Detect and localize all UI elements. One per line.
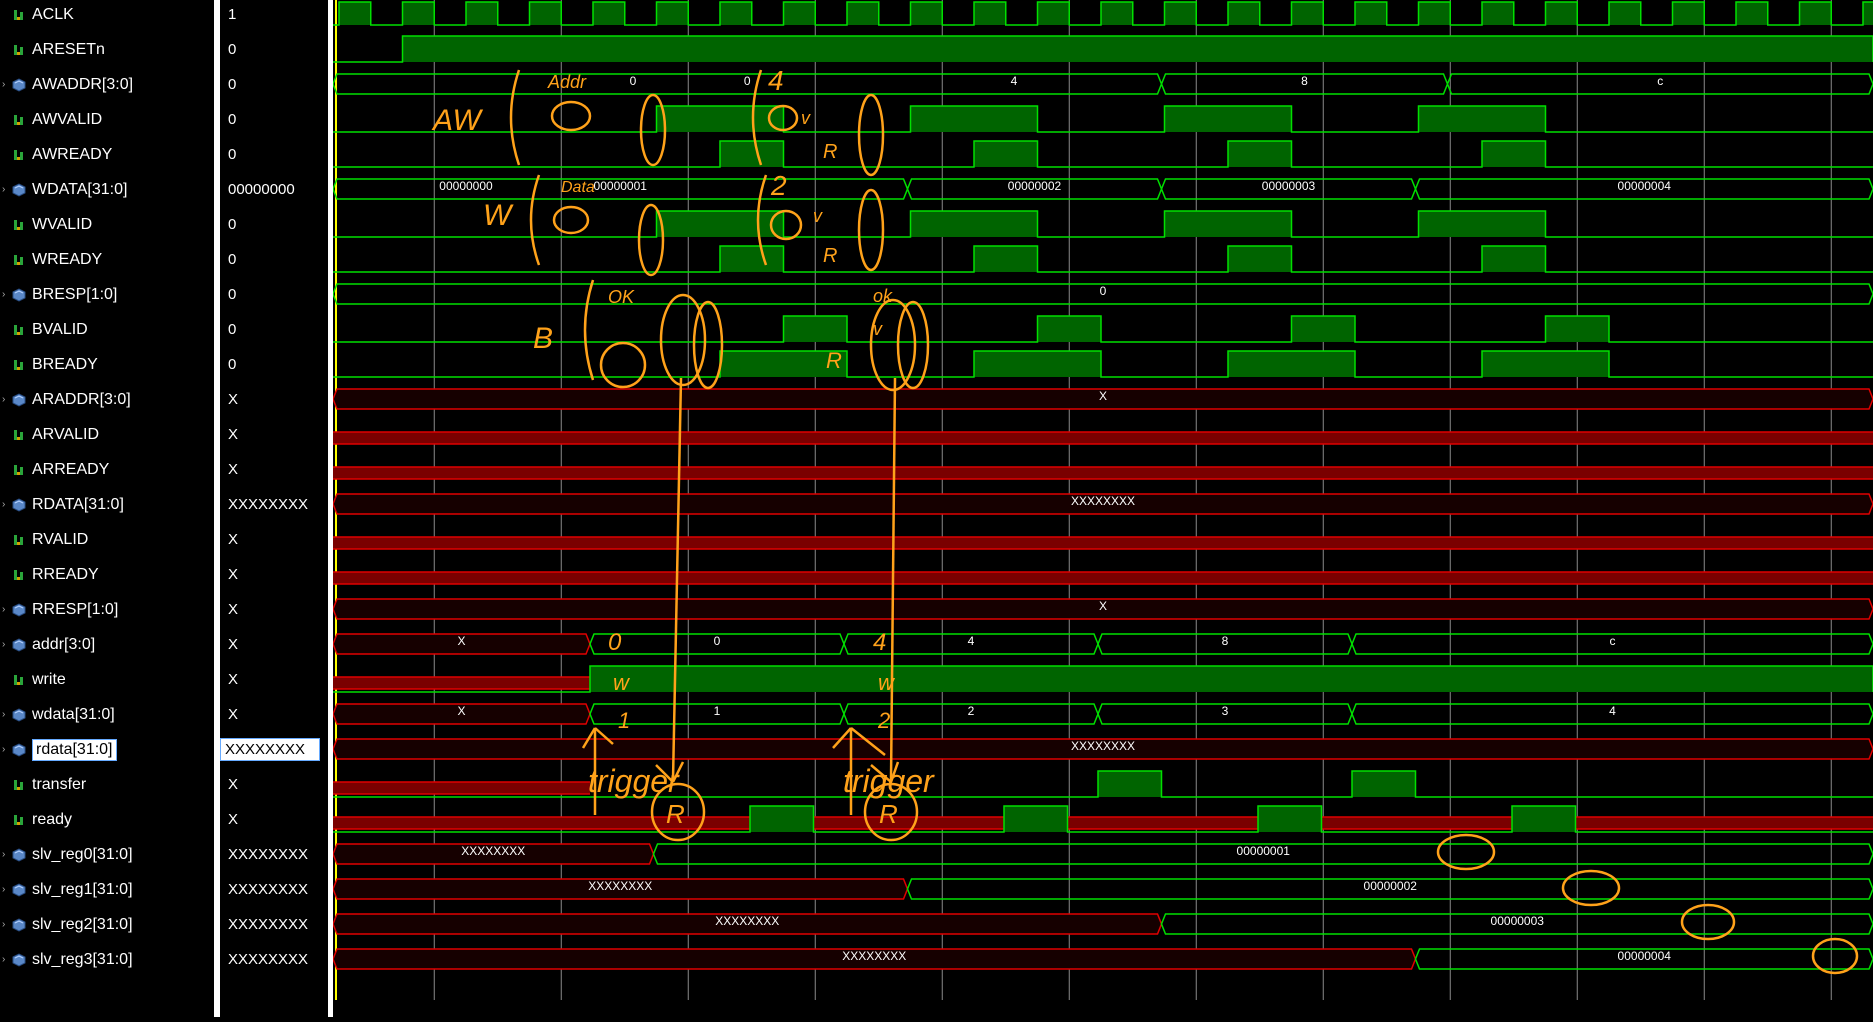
annotation-circle: [639, 205, 663, 275]
aclk-high-fill: [657, 2, 689, 25]
expand-chevron-icon[interactable]: ›: [2, 639, 5, 650]
signal-value-cell: [220, 872, 328, 907]
wdata-local-value-label: 4: [1609, 704, 1616, 718]
signal-value: X: [220, 636, 238, 653]
signal-value-cell: [220, 172, 328, 207]
signal-value: 0: [220, 286, 236, 303]
signal-value: XXXXXXXX: [220, 951, 308, 968]
signal-name: WREADY: [32, 251, 102, 269]
signal-value: X: [220, 391, 238, 408]
bit-signal-icon: [12, 253, 26, 267]
annotation-circle: [859, 95, 883, 175]
signal-value: 0: [220, 216, 236, 233]
annotation-text: R: [826, 348, 842, 373]
bready-high-fill: [1482, 351, 1609, 377]
bit-signal-icon: [12, 358, 26, 372]
signal-value-cell: [220, 137, 328, 172]
expand-chevron-icon[interactable]: ›: [2, 744, 5, 755]
wvalid-high-fill: [657, 211, 784, 237]
awready-high-fill: [1228, 141, 1292, 167]
annotation-text: R: [666, 799, 685, 829]
bit-signal-icon: [12, 323, 26, 337]
bus-signal-icon: [12, 78, 26, 92]
annotation-bracket: [585, 280, 593, 380]
signal-value: XXXXXXXX: [220, 881, 308, 898]
wready-trace: [333, 246, 1873, 272]
signal-value-cell: [220, 522, 328, 557]
signal-row-transfer[interactable]: [0, 767, 214, 802]
annotation-circle: [1563, 871, 1619, 905]
signal-name: slv_reg0[31:0]: [32, 846, 133, 864]
wvalid-high-fill: [1165, 211, 1292, 237]
transfer-high-fill: [1098, 771, 1162, 797]
slv-reg0-value-label: 00000001: [1237, 844, 1291, 858]
araddr-value-label: X: [1099, 389, 1107, 403]
signal-name: WVALID: [32, 216, 92, 234]
annotation-text: R: [823, 141, 837, 163]
annotation-text: 4: [768, 65, 784, 96]
bready-high-fill: [1228, 351, 1355, 377]
ready-high-fill: [1512, 806, 1576, 832]
signal-value-cell: [220, 452, 328, 487]
transfer-x-fill: [333, 782, 590, 794]
wdata-local-value-label: 3: [1222, 704, 1229, 718]
annotation-circle: [859, 190, 883, 270]
signal-value-panel: [220, 0, 328, 1017]
signal-row-rready[interactable]: [0, 557, 214, 592]
annotation-text: v: [813, 206, 823, 226]
slv-reg2-value-label: 00000003: [1491, 914, 1545, 928]
annotation-circle: [898, 302, 928, 388]
aclk-high-fill: [1609, 2, 1641, 25]
signal-name: transfer: [32, 776, 86, 794]
signal-value: XXXXXXXX: [220, 916, 308, 933]
signal-row-slv_reg0[interactable]: [0, 837, 214, 872]
signal-row-arready[interactable]: [0, 452, 214, 487]
awready-high-fill: [1482, 141, 1546, 167]
addr-value-label: 0: [714, 634, 721, 648]
signal-name: BVALID: [32, 321, 88, 339]
expand-chevron-icon[interactable]: ›: [2, 919, 5, 930]
wdata-local-value-label: 2: [968, 704, 975, 718]
signal-row-rdata[interactable]: [0, 487, 214, 522]
bus-signal-icon: [12, 498, 26, 512]
bit-signal-icon: [12, 533, 26, 547]
wdata-value-label: 00000004: [1618, 179, 1672, 193]
signal-value: 0: [220, 76, 236, 93]
awready-high-fill: [720, 141, 784, 167]
slv-reg2-value-label: XXXXXXXX: [715, 914, 779, 928]
bit-signal-icon: [12, 8, 26, 22]
annotation-text: AW: [431, 104, 483, 137]
aclk-high-fill: [720, 2, 752, 25]
ready-high-fill: [1004, 806, 1068, 832]
slv-reg3-value-label: 00000004: [1618, 949, 1672, 963]
signal-value-cell: [220, 417, 328, 452]
wready-high-fill: [720, 246, 784, 272]
bus-signal-icon: [12, 288, 26, 302]
annotation-text: w: [878, 670, 896, 695]
annotation-text: W: [483, 199, 514, 232]
signal-value-cell: [220, 0, 328, 32]
annotation-text: Data: [561, 179, 595, 196]
annotation-bracket: [531, 175, 539, 265]
bready-trace: [333, 351, 1873, 377]
signal-name: wdata[31:0]: [32, 706, 115, 724]
signal-value-cell: [220, 592, 328, 627]
awvalid-high-fill: [911, 106, 1038, 132]
bus-signal-icon: [12, 183, 26, 197]
signal-name: BRESP[1:0]: [32, 286, 117, 304]
bus-signal-icon: [12, 883, 26, 897]
aclk-high-fill: [1546, 2, 1578, 25]
slv-reg0-value-label: XXXXXXXX: [461, 844, 525, 858]
signal-row-rvalid[interactable]: [0, 522, 214, 557]
signal-value-cell: [220, 697, 328, 732]
signal-row-awvalid[interactable]: [0, 102, 214, 137]
signal-name: slv_reg3[31:0]: [32, 951, 133, 969]
wdata-value-label: 00000003: [1262, 179, 1316, 193]
ready-high-fill: [1258, 806, 1322, 832]
signal-name: RDATA[31:0]: [32, 496, 124, 514]
bready-high-fill: [974, 351, 1101, 377]
signal-name: ARESETn: [32, 41, 105, 59]
annotation-text: 2: [770, 170, 787, 201]
addr-value-label: c: [1610, 634, 1616, 648]
signal-row-slv_reg1[interactable]: [0, 872, 214, 907]
wdata-value-label: 00000000: [439, 179, 493, 193]
signal-value: XXXXXXXX: [220, 738, 320, 761]
bit-signal-icon: [12, 463, 26, 477]
bus-signal-icon: [12, 393, 26, 407]
bvalid-high-fill: [1546, 316, 1610, 342]
expand-chevron-icon[interactable]: ›: [2, 954, 5, 965]
aclk-high-fill: [466, 2, 498, 25]
addr-value-label: X: [457, 634, 465, 648]
wready-high-fill: [1228, 246, 1292, 272]
expand-chevron-icon[interactable]: ›: [2, 604, 5, 615]
signal-name: write: [32, 671, 66, 689]
annotation-text: R: [823, 245, 837, 267]
signal-value-cell: [220, 382, 328, 417]
bit-signal-icon: [12, 778, 26, 792]
signal-row-arvalid[interactable]: [0, 417, 214, 452]
slv-reg3-value-label: XXXXXXXX: [842, 949, 906, 963]
write-high-fill: [590, 666, 1873, 692]
signal-value-cell: [220, 802, 328, 837]
bus-signal-icon: [12, 638, 26, 652]
wready-high-fill: [1482, 246, 1546, 272]
aclk-high-fill: [1863, 2, 1873, 25]
signal-name: AWADDR[3:0]: [32, 76, 133, 94]
bit-signal-icon: [12, 218, 26, 232]
waveform-panel[interactable]: [333, 0, 1873, 1017]
annotation-circle: [694, 302, 722, 388]
annotation-text: Addr: [547, 72, 587, 92]
bit-signal-icon: [12, 148, 26, 162]
rresp-value-label: X: [1099, 599, 1107, 613]
signal-name: RRESP[1:0]: [32, 601, 118, 619]
bus-signal-icon: [12, 953, 26, 967]
ready-high-fill: [750, 806, 814, 832]
bit-signal-icon: [12, 43, 26, 57]
rdata-value-label: XXXXXXXX: [1071, 494, 1135, 508]
aclk-high-fill: [1228, 2, 1260, 25]
signal-row-awaddr[interactable]: [0, 67, 214, 102]
signal-name: ACLK: [32, 6, 74, 24]
aclk-high-fill: [1419, 2, 1451, 25]
signal-value: X: [220, 601, 238, 618]
annotation-circle: [601, 343, 645, 387]
wvalid-high-fill: [911, 211, 1038, 237]
aclk-high-fill: [1736, 2, 1768, 25]
slv-reg1-value-label: 00000002: [1364, 879, 1418, 893]
signal-row-wdata[interactable]: [0, 172, 214, 207]
bit-signal-icon: [12, 813, 26, 827]
signal-value: X: [220, 461, 238, 478]
signal-row-rresp[interactable]: [0, 592, 214, 627]
signal-value-cell: [220, 732, 328, 767]
signal-value-cell: [220, 487, 328, 522]
wdata-local-value-label: X: [457, 704, 465, 718]
awaddr-value-label: 4: [1011, 74, 1018, 88]
bvalid-trace: [333, 316, 1873, 342]
signal-value: 0: [220, 356, 236, 373]
arvalid-x-fill: [333, 432, 1873, 444]
aclk-high-fill: [1101, 2, 1133, 25]
signal-row-bready[interactable]: [0, 347, 214, 382]
annotation-text: 4: [873, 629, 886, 656]
rdata-local-value-label: XXXXXXXX: [1071, 739, 1135, 753]
awaddr-value-label: 0: [744, 74, 751, 88]
signal-name: rdata[31:0]: [32, 739, 117, 761]
annotation-text: R: [879, 799, 898, 829]
signal-value: X: [220, 531, 238, 548]
addr-value-label: 4: [968, 634, 975, 648]
wready-high-fill: [974, 246, 1038, 272]
expand-chevron-icon[interactable]: ›: [2, 79, 5, 90]
annotation-text: B: [533, 322, 553, 355]
wdata-local-value-label: 1: [714, 704, 721, 718]
aclk-high-fill: [1673, 2, 1705, 25]
awaddr-value-label: 8: [1301, 74, 1308, 88]
awvalid-high-fill: [657, 106, 784, 132]
transfer-high-fill: [1352, 771, 1416, 797]
annotation-text: 0: [608, 629, 622, 656]
signal-value-cell: [220, 242, 328, 277]
signal-value-cell: [220, 767, 328, 802]
signal-name: WDATA[31:0]: [32, 181, 127, 199]
signal-name-panel: [0, 0, 214, 1017]
signal-value-cell: [220, 312, 328, 347]
ready-x-fill: [333, 817, 1873, 829]
signal-value-cell: [220, 942, 328, 977]
signal-row-aresetn[interactable]: [0, 32, 214, 67]
expand-chevron-icon[interactable]: ›: [2, 184, 5, 195]
signal-row-addr[interactable]: [0, 627, 214, 662]
aclk-high-fill: [847, 2, 879, 25]
signal-row-ready[interactable]: [0, 802, 214, 837]
signal-name: RREADY: [32, 566, 99, 584]
annotation-text: v: [873, 319, 883, 339]
annotation-text: 2: [877, 708, 890, 733]
signal-row-bvalid[interactable]: [0, 312, 214, 347]
signal-value-cell: [220, 277, 328, 312]
addr-value-label: 8: [1222, 634, 1229, 648]
annotation-bracket: [511, 70, 519, 165]
annotation-text: trigger: [843, 763, 935, 799]
signal-row-rdata[interactable]: [0, 732, 214, 767]
expand-chevron-icon[interactable]: ›: [2, 884, 5, 895]
expand-chevron-icon[interactable]: ›: [2, 709, 5, 720]
bit-signal-icon: [12, 428, 26, 442]
expand-chevron-icon[interactable]: ›: [2, 289, 5, 300]
signal-value: 00000000: [220, 181, 295, 198]
signal-value: 0: [220, 111, 236, 128]
annotation-text: OK: [608, 287, 635, 307]
aclk-high-fill: [530, 2, 562, 25]
aclk-high-fill: [1038, 2, 1070, 25]
signal-value-cell: [220, 662, 328, 697]
bus-signal-icon: [12, 918, 26, 932]
signal-value-cell: [220, 347, 328, 382]
signal-name: RVALID: [32, 531, 88, 549]
aclk-high-fill: [339, 2, 371, 25]
aclk-high-fill: [1292, 2, 1324, 25]
bus-signal-icon: [12, 603, 26, 617]
signal-row-slv_reg2[interactable]: [0, 907, 214, 942]
signal-row-write[interactable]: [0, 662, 214, 697]
wdata-value-label: 00000001: [594, 179, 648, 193]
annotation-circle: [554, 207, 588, 233]
bit-signal-icon: [12, 673, 26, 687]
aclk-high-fill: [1355, 2, 1387, 25]
awvalid-high-fill: [1165, 106, 1292, 132]
signal-row-wready[interactable]: [0, 242, 214, 277]
awready-high-fill: [974, 141, 1038, 167]
signal-value-cell: [220, 907, 328, 942]
signal-value: X: [220, 706, 238, 723]
awaddr-value-label: c: [1657, 74, 1663, 88]
signal-value: 0: [220, 321, 236, 338]
aclk-high-fill: [1800, 2, 1832, 25]
bit-signal-icon: [12, 113, 26, 127]
signal-name: ARVALID: [32, 426, 99, 444]
expand-chevron-icon[interactable]: ›: [2, 499, 5, 510]
expand-chevron-icon[interactable]: ›: [2, 394, 5, 405]
signal-value-cell: [220, 102, 328, 137]
bresp-value-label: 0: [1100, 284, 1107, 298]
rvalid-x-fill: [333, 537, 1873, 549]
signal-value: XXXXXXXX: [220, 496, 308, 513]
aresetn-high-fill: [403, 36, 1873, 62]
signal-value-cell: [220, 207, 328, 242]
expand-chevron-icon[interactable]: ›: [2, 849, 5, 860]
signal-value-cell: [220, 627, 328, 662]
annotation-circle: [661, 295, 705, 385]
bvalid-high-fill: [1292, 316, 1356, 342]
write-x-fill: [333, 677, 590, 689]
arready-x-fill: [333, 467, 1873, 479]
awvalid-high-fill: [1419, 106, 1546, 132]
signal-value: 0: [220, 251, 236, 268]
bus-signal-icon: [12, 708, 26, 722]
signal-value: XXXXXXXX: [220, 846, 308, 863]
signal-name: AWREADY: [32, 146, 112, 164]
annotation-circle: [1813, 939, 1857, 973]
signal-value: X: [220, 776, 238, 793]
signal-value-cell: [220, 837, 328, 872]
signal-value: X: [220, 566, 238, 583]
annotation-text: 1: [618, 708, 630, 733]
signal-name: BREADY: [32, 356, 98, 374]
annotation-circle: [552, 102, 590, 130]
annotation-text: v: [801, 108, 811, 128]
awready-trace: [333, 141, 1873, 167]
signal-value: X: [220, 671, 238, 688]
bvalid-high-fill: [1038, 316, 1102, 342]
aclk-high-fill: [911, 2, 943, 25]
signal-value: 0: [220, 146, 236, 163]
aclk-high-fill: [1165, 2, 1197, 25]
slv-reg1-value-label: XXXXXXXX: [588, 879, 652, 893]
signal-value: 1: [220, 6, 236, 23]
signal-value-cell: [220, 67, 328, 102]
bvalid-high-fill: [784, 316, 848, 342]
signal-value-cell: [220, 32, 328, 67]
signal-row-wdata[interactable]: [0, 697, 214, 732]
aclk-high-fill: [1482, 2, 1514, 25]
rready-x-fill: [333, 572, 1873, 584]
annotation-text: ok: [873, 286, 893, 306]
signal-row-bresp[interactable]: [0, 277, 214, 312]
signal-row-awready[interactable]: [0, 137, 214, 172]
signal-name: AWVALID: [32, 111, 102, 129]
bus-signal-icon: [12, 848, 26, 862]
signal-value: X: [220, 811, 238, 828]
signal-name: ready: [32, 811, 72, 829]
signal-value-cell: [220, 557, 328, 592]
aclk-high-fill: [974, 2, 1006, 25]
bus-signal-icon: [12, 743, 26, 757]
signal-row-aclk[interactable]: [0, 0, 214, 32]
aclk-high-fill: [593, 2, 625, 25]
signal-row-wvalid[interactable]: [0, 207, 214, 242]
aclk-high-fill: [403, 2, 435, 25]
signal-name: addr[3:0]: [32, 636, 95, 654]
awaddr-value-label: 0: [630, 74, 637, 88]
waveform-canvas[interactable]: [333, 0, 1873, 1017]
aclk-high-fill: [784, 2, 816, 25]
annotation-text: w: [613, 670, 631, 695]
bit-signal-icon: [12, 568, 26, 582]
signal-name: slv_reg2[31:0]: [32, 916, 133, 934]
signal-value: X: [220, 426, 238, 443]
signal-value: 0: [220, 41, 236, 58]
signal-name: ARADDR[3:0]: [32, 391, 131, 409]
signal-name: slv_reg1[31:0]: [32, 881, 133, 899]
signal-name: ARREADY: [32, 461, 109, 479]
signal-row-araddr[interactable]: [0, 382, 214, 417]
wdata-value-label: 00000002: [1008, 179, 1062, 193]
annotation-text: trigger: [588, 763, 680, 799]
signal-row-slv_reg3[interactable]: [0, 942, 214, 977]
wvalid-high-fill: [1419, 211, 1546, 237]
